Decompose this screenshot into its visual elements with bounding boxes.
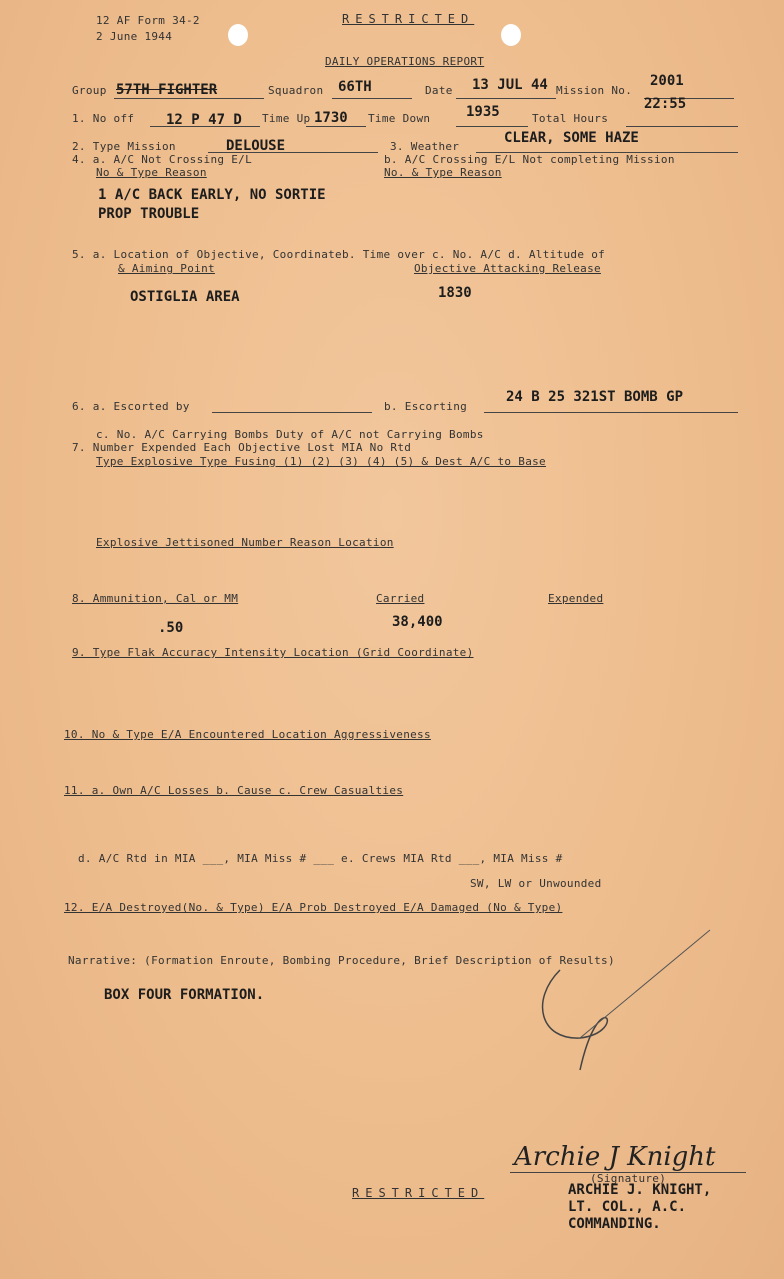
time-over-objective-value: 1830 — [438, 285, 472, 301]
group-label: Group — [72, 84, 107, 97]
ac-not-crossing-label: 4. a. A/C Not Crossing E/L — [72, 153, 252, 166]
item5-sub-right: Objective Attacking Release — [414, 262, 601, 275]
escorting-line — [484, 412, 738, 413]
no-type-right: No. & Type Reason — [384, 166, 502, 179]
mission-no-label: Mission No. — [556, 84, 633, 97]
signature-label: (Signature) — [590, 1172, 667, 1185]
signer-name: ARCHIE J. KNIGHT, — [568, 1182, 712, 1198]
escorted-by-line — [212, 412, 372, 413]
time-down-line — [456, 126, 528, 127]
signer-role: COMMANDING. — [568, 1216, 661, 1232]
item5-sub-left: & Aiming Point — [118, 262, 215, 275]
expended-label: Expended — [548, 592, 604, 605]
form-number: 12 AF Form 34-2 — [96, 14, 200, 27]
carried-label: Carried — [376, 592, 425, 605]
losses-row: 11. a. Own A/C Losses b. Cause c. Crew Casualties — [64, 784, 404, 797]
total-hours-value: 22:55 — [644, 96, 687, 112]
explosive-columns: Type Explosive Type Fusing (1) (2) (3) (4) (5) & Dest A/C to Base — [96, 455, 546, 468]
item7-label: 7. Number Expended Each Objective Lost MIA No Rtd — [72, 441, 412, 454]
mission-no-value: 2001 — [650, 73, 684, 89]
total-hours-line — [626, 126, 738, 127]
pencil-mark-icon — [520, 920, 730, 1090]
not-crossing-line1: 1 A/C BACK EARLY, NO SORTIE — [98, 187, 326, 203]
time-down-value: 1935 — [466, 104, 500, 120]
classification-top: RESTRICTED — [342, 12, 475, 26]
group-value: 57TH FIGHTER — [116, 82, 218, 98]
narrative-value: BOX FOUR FORMATION. — [104, 987, 265, 1003]
time-up-label: Time Up — [262, 112, 311, 125]
escorting-label: b. Escorting — [384, 400, 468, 413]
escorted-by-label: 6. a. Escorted by — [72, 400, 190, 413]
objective-location-value: OSTIGLIA AREA — [130, 289, 240, 305]
time-up-value: 1730 — [314, 110, 348, 126]
ac-crossing-label: b. A/C Crossing E/L Not completing Mission — [384, 153, 675, 166]
caliber-value: .50 — [158, 620, 184, 636]
punch-hole-left — [228, 24, 248, 46]
punch-hole-right — [501, 24, 521, 46]
form-date: 2 June 1944 — [96, 30, 173, 43]
squadron-line — [332, 98, 412, 99]
type-mission-label: 2. Type Mission — [72, 140, 176, 153]
rtd-row: d. A/C Rtd in MIA ___, MIA Miss # ___ e. Crews MIA Rtd ___, MIA Miss # — [78, 852, 563, 865]
no-type-left: No & Type Reason — [96, 166, 207, 179]
date-label: Date — [425, 84, 453, 97]
date-line — [456, 98, 556, 99]
signer-rank: LT. COL., A.C. — [568, 1199, 687, 1215]
narrative-label: Narrative: (Formation Enroute, Bombing Procedure, Brief Description of Results) — [68, 954, 615, 967]
carried-value: 38,400 — [392, 614, 443, 630]
wounded-row: SW, LW or Unwounded — [470, 877, 602, 890]
group-line — [114, 98, 264, 99]
weather-value: CLEAR, SOME HAZE — [504, 130, 639, 146]
ea-encountered-row: 10. No & Type E/A Encountered Location Aggressiveness — [64, 728, 431, 741]
time-down-label: Time Down — [368, 112, 431, 125]
not-crossing-line2: PROP TROUBLE — [98, 206, 200, 222]
jettisoned-row: Explosive Jettisoned Number Reason Location — [96, 536, 394, 549]
no-off-value: 12 P 47 D — [166, 112, 242, 128]
escorting-value: 24 B 25 321ST BOMB GP — [506, 389, 684, 405]
total-hours-label: Total Hours — [532, 112, 609, 125]
item5-label: 5. a. Location of Objective, Coordinateb. Time over c. No. A/C d. Altitude of — [72, 248, 606, 261]
time-up-line — [306, 126, 366, 127]
weather-label: 3. Weather — [390, 140, 460, 153]
classification-bottom: RESTRICTED — [352, 1186, 485, 1200]
date-value: 13 JUL 44 — [472, 77, 548, 93]
flak-row: 9. Type Flak Accuracy Intensity Location (Grid Coordinate) — [72, 646, 474, 659]
ammunition-label: 8. Ammunition, Cal or MM — [72, 592, 239, 605]
ea-destroyed-row: 12. E/A Destroyed(No. & Type) E/A Prob Destroyed E/A Damaged (No & Type) — [64, 901, 563, 914]
no-off-label: 1. No off — [72, 112, 135, 125]
signature-icon: Archie J Knight — [514, 1142, 716, 1172]
squadron-label: Squadron — [268, 84, 324, 97]
carrying-bombs-label: c. No. A/C Carrying Bombs Duty of A/C not Carrying Bombs — [96, 428, 484, 441]
report-title: DAILY OPERATIONS REPORT — [325, 55, 485, 68]
type-mission-value: DELOUSE — [226, 138, 286, 154]
squadron-value: 66TH — [338, 79, 372, 95]
